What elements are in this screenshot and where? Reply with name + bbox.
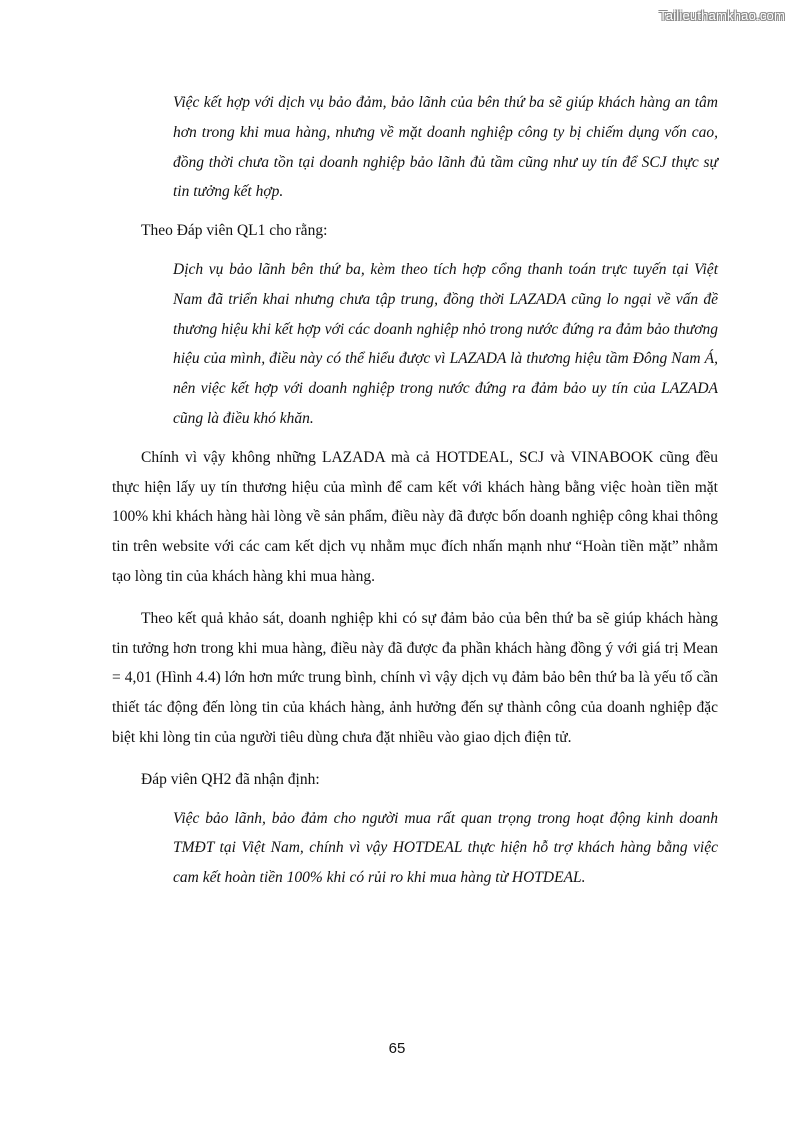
page-number: 65 xyxy=(388,1040,406,1057)
paragraph-survey: Theo kết quả khảo sát, doanh nghiệp khi có sự đảm bảo của bên thứ ba sẽ giúp khách hàng tin tưởng hơn trong khi mua hàng, điều này đã được đa phần khách hàng đồng ý với giá trị Mean = 4,01 (Hình 4.4) lớn hơn mức trung bình, chính vì vậy dịch vụ đảm bảo bên thứ ba là yếu tố cần thiết tác động đến lòng tin của khách hàng, ảnh hưởng đến sự thành công của doanh nghiệp đặc biệt khi lòng tin của người tiêu dùng chưa đặt nhiều vào giao dịch điện tử. xyxy=(112,609,718,746)
page-content xyxy=(112,88,718,893)
paragraph-refund: Chính vì vậy không những LAZADA mà cả HOTDEAL, SCJ và VINABOOK cũng đều thực hiện lấy uy tín thương hiệu của mình để cam kết với khách hàng bằng việc hoàn tiền mặt 100% khi khách hàng hài lòng về sản phẩm, điều này đã được bốn doanh nghiệp công khai thông tin trên website với các cam kết dịch vụ nhằm mục đích nhấn mạnh như “Hoàn tiền mặt” nhằm tạo lòng tin của khách hàng khi mua hàng. xyxy=(112,448,718,585)
lead-ql1: Theo Đáp viên QL1 cho rằng: xyxy=(141,222,328,240)
quote-qh2: Việc bảo lãnh, bảo đảm cho người mua rất quan trọng trong hoạt động kinh doanh TMĐT tại Việt Nam, chính vì vậy HOTDEAL thực hiện hỗ trợ khách hàng bằng việc cam kết hoàn tiền 100% khi có rủi ro khi mua hàng từ HOTDEAL. xyxy=(173,809,718,887)
watermark: Tailieuthamkhao.com xyxy=(659,8,785,23)
quote-scj: Việc kết hợp với dịch vụ bảo đảm, bảo lãnh của bên thứ ba sẽ giúp khách hàng an tâm hơn trong khi mua hàng, nhưng về mặt doanh nghiệp công ty bị chiếm dụng vốn cao, đồng thời chưa tồn tại doanh nghiệp bảo lãnh đủ tầm cũng như uy tín để SCJ thực sự tin tưởng kết hợp. xyxy=(173,94,718,201)
lead-qh2: Đáp viên QH2 đã nhận định: xyxy=(141,770,320,788)
quote-ql1: Dịch vụ bảo lãnh bên thứ ba, kèm theo tích hợp cổng thanh toán trực tuyến tại Việt Nam đã triển khai nhưng chưa tập trung, đồng thời LAZADA cũng lo ngại về vấn đề thương hiệu khi kết hợp với các doanh nghiệp nhỏ trong nước đứng ra đảm bảo thương hiệu của mình, điều này có thể hiểu được vì LAZADA là thương hiệu tầm Đông Nam Á, nên việc kết hợp với doanh nghiệp trong nước đứng ra đảm bảo uy tín của LAZADA cũng là điều khó khăn. xyxy=(173,260,718,427)
